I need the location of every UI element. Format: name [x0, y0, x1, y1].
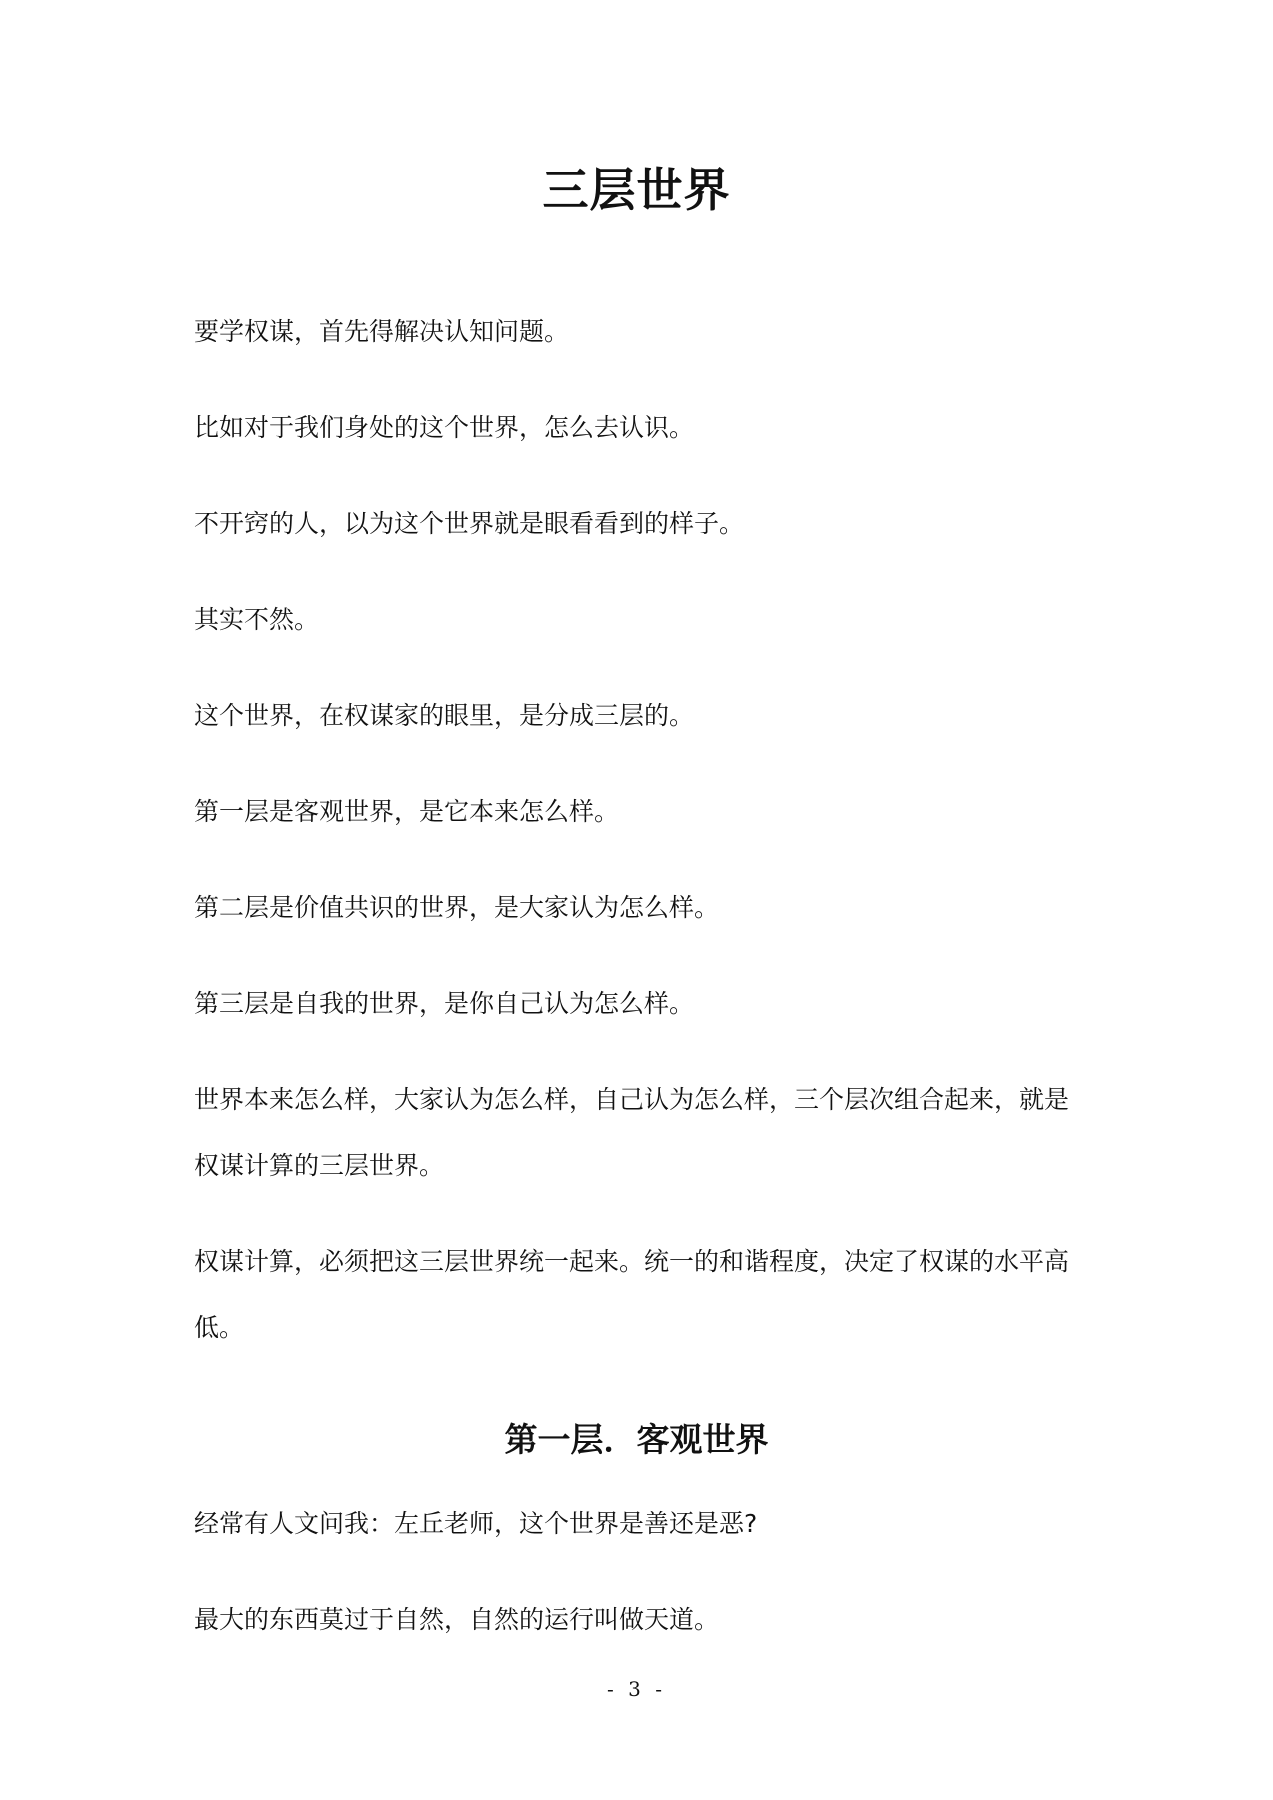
paragraph: 不开窍的人，以为这个世界就是眼看看到的样子。: [194, 509, 745, 538]
paragraph: 权谋计算，必须把这三层世界统一起来。统一的和谐程度，决定了权谋的水平高低。: [194, 1247, 1070, 1342]
paragraph: 比如对于我们身处的这个世界，怎么去认识。: [194, 413, 695, 442]
paragraph: 经常有人文问我：左丘老师，这个世界是善还是恶?: [194, 1509, 758, 1538]
paragraph: 第二层是价值共识的世界，是大家认为怎么样。: [194, 893, 720, 922]
page-number: - 3 -: [607, 1677, 666, 1701]
paragraph: 这个世界，在权谋家的眼里，是分成三层的。: [194, 701, 695, 730]
paragraph: 要学权谋，首先得解决认知问题。: [194, 317, 570, 346]
paragraph: 第三层是自我的世界，是你自己认为怎么样。: [194, 989, 695, 1018]
page-title: 三层世界: [542, 163, 731, 217]
paragraph: 第一层是客观世界，是它本来怎么样。: [194, 797, 620, 826]
paragraph: 世界本来怎么样，大家认为怎么样，自己认为怎么样，三个层次组合起来，就是权谋计算的三层世界。: [194, 1085, 1070, 1180]
paragraph: 最大的东西莫过于自然，自然的运行叫做天道。: [194, 1605, 720, 1634]
section-heading: 第一层．客观世界: [504, 1420, 769, 1459]
paragraph: 其实不然。: [194, 605, 320, 634]
